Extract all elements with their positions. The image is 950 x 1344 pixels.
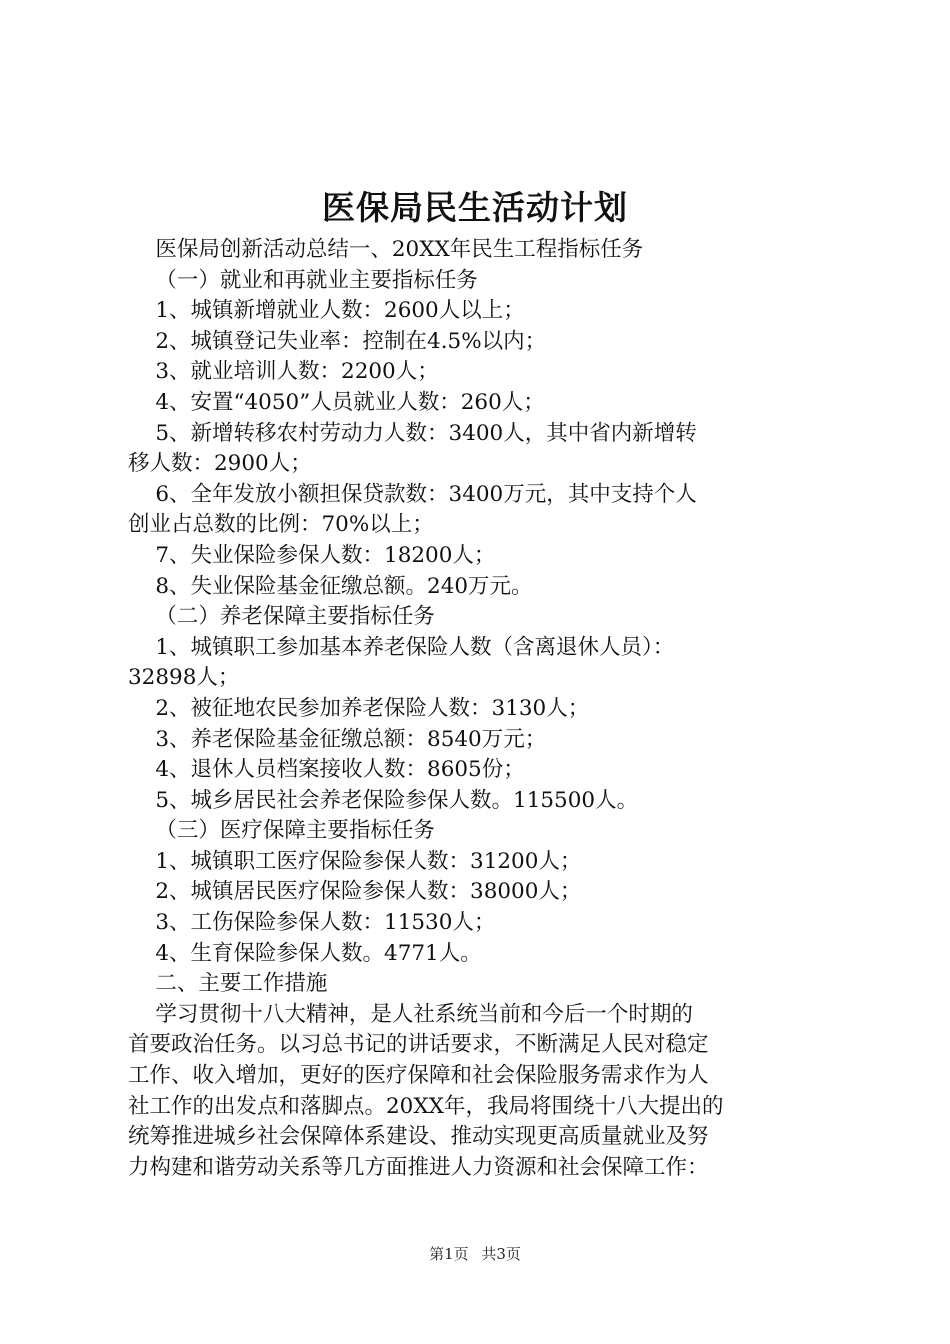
body-line: 1、城镇新增就业人数：2600人以上； [128, 298, 525, 324]
body-line: 统筹推进城乡社会保障体系建设、推动实现更高质量就业及努 [128, 1124, 709, 1150]
body-line: 力构建和谐劳动关系等几方面推进人力资源和社会保障工作： [128, 1154, 709, 1180]
body-line: 8、失业保险基金征缴总额。240万元。 [128, 573, 533, 599]
body-line: 学习贯彻十八大精神，是人社系统当前和今后一个时期的 [128, 1001, 693, 1027]
body-line: （一）就业和再就业主要指标任务 [128, 267, 478, 293]
document-body [128, 235, 833, 1183]
page-total: 共3页 [481, 1245, 521, 1263]
body-line: 二、主要工作措施 [128, 971, 328, 997]
body-line: 3、就业培训人数：2200人； [128, 359, 439, 385]
document-title: 医保局民生活动计划 [322, 188, 628, 227]
body-line: 创业占总数的比例：70%以上； [128, 512, 434, 538]
body-line: 首要政治任务。以习总书记的讲话要求，不断满足人民对稳定 [128, 1032, 709, 1058]
body-line: 4、退休人员档案接收人数：8605份； [128, 757, 525, 783]
body-line: 5、城乡居民社会养老保险参保人数。115500人。 [128, 787, 639, 813]
body-line: 2、城镇登记失业率：控制在4.5%以内； [128, 328, 547, 354]
body-line: 3、工伤保险参保人数：11530人； [128, 910, 496, 936]
body-line: 1、城镇职工医疗保险参保人数：31200人； [128, 848, 582, 874]
body-line: 社工作的出发点和落脚点。20XX年，我局将围绕十八大提出的 [128, 1093, 724, 1119]
body-line: 4、安置“4050”人员就业人数：260人； [128, 389, 545, 415]
body-line: 移人数：2900人； [128, 451, 312, 477]
body-line: 1、城镇职工参加基本养老保险人数（含离退休人员）： [128, 634, 675, 660]
page-number: 第1页 [429, 1245, 469, 1263]
page-footer [0, 1244, 950, 1264]
body-line: 工作、收入增加，更好的医疗保障和社会保险服务需求作为人 [128, 1063, 709, 1089]
body-line: 3、养老保险基金征缴总额：8540万元； [128, 726, 547, 752]
body-line: 医保局创新活动总结一、20XX年民生工程指标任务 [128, 237, 644, 262]
body-line: 2、城镇居民医疗保险参保人数：38000人； [128, 879, 582, 905]
body-line: 2、被征地农民参加养老保险人数：3130人； [128, 695, 590, 721]
body-line: （三）医疗保障主要指标任务 [128, 818, 435, 844]
body-line: 7、失业保险参保人数：18200人； [128, 542, 496, 568]
body-line: 4、生育保险参保人数。4771人。 [128, 940, 482, 966]
body-line: （二）养老保障主要指标任务 [128, 604, 435, 630]
body-line: 32898人； [128, 665, 240, 691]
body-line: 5、新增转移农村劳动力人数：3400人，其中省内新增转 [128, 420, 697, 446]
body-line: 6、全年发放小额担保贷款数：3400万元，其中支持个人 [128, 481, 697, 507]
